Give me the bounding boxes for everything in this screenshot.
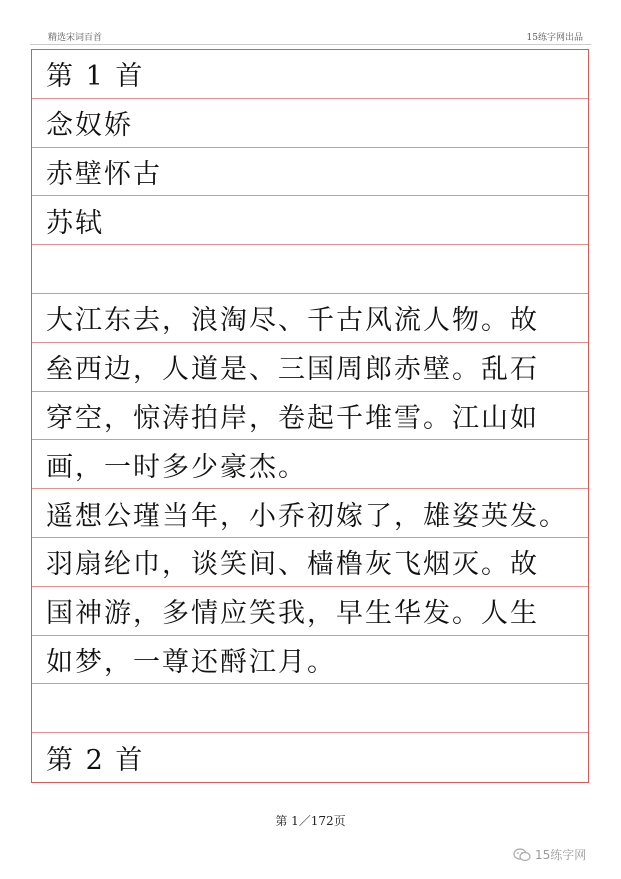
- grid-line: 遥想公瑾当年，小乔初嫁了，雄姿英发。: [32, 489, 588, 538]
- grid-line: 赤壁怀古: [32, 148, 588, 197]
- grid-line: 第 1 首: [32, 50, 588, 99]
- grid-line: 穿空，惊涛拍岸，卷起千堆雪。江山如: [32, 392, 588, 441]
- header-left-title: 精选宋词百首: [48, 33, 103, 43]
- wechat-icon: [513, 848, 531, 862]
- watermark: [513, 846, 586, 863]
- grid-line: 国神游，多情应笑我，早生华发。人生: [32, 587, 588, 636]
- writing-grid: [31, 49, 589, 783]
- grid-line: 如梦，一尊还酹江月。: [32, 636, 588, 685]
- grid-line: 画，一时多少豪杰。: [32, 440, 588, 489]
- header-right-publisher: 15练字网出品: [526, 33, 583, 43]
- grid-line: 苏轼: [32, 196, 588, 245]
- grid-line: 垒西边，人道是、三国周郎赤壁。乱石: [32, 343, 588, 392]
- grid-line: [32, 684, 588, 733]
- grid-line: 念奴娇: [32, 99, 588, 148]
- grid-line: 羽扇纶巾，谈笑间、樯橹灰飞烟灭。故: [32, 538, 588, 587]
- header-divider: [30, 44, 591, 45]
- grid-line: 大江东去，浪淘尽、千古风流人物。故: [32, 294, 588, 343]
- page-number: 第 1／172页: [275, 814, 346, 828]
- watermark-text: 15练字网: [535, 848, 587, 862]
- grid-line: 第 2 首: [46, 745, 145, 777]
- grid-line: [32, 245, 588, 294]
